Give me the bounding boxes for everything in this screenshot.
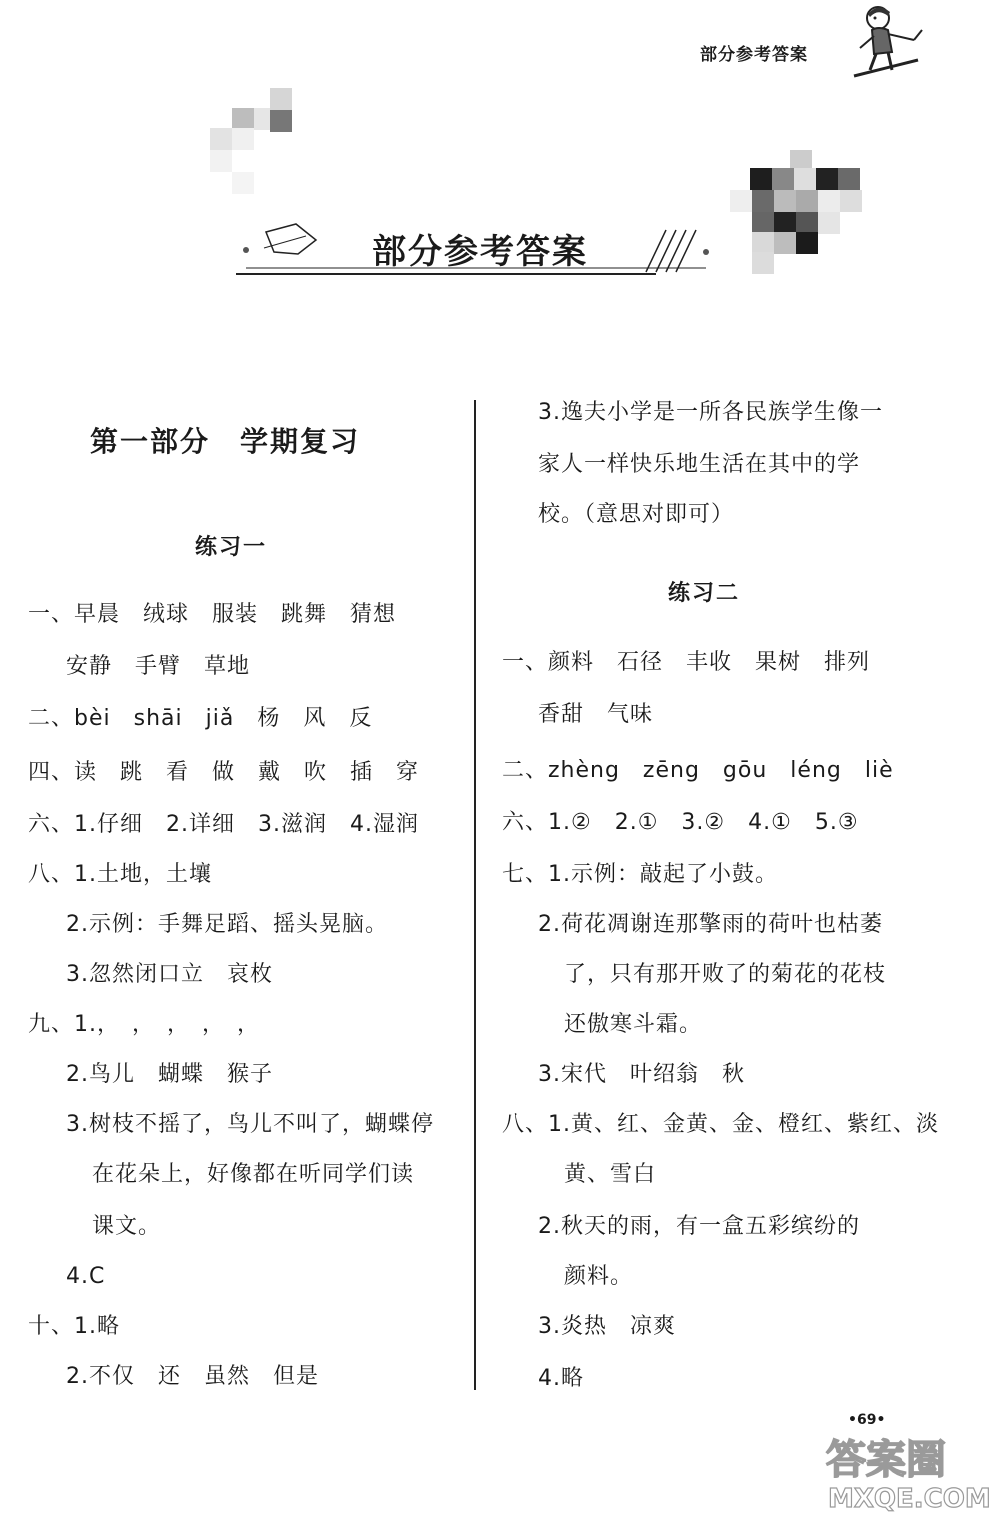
answer-line: 了，只有那开败了的菊花的花枝: [564, 962, 887, 987]
answer-line: 4.略: [538, 1366, 584, 1391]
answer-line: 二、zhèng zēng gōu léng liè: [502, 758, 894, 783]
answer-line: 十、1.略: [28, 1314, 120, 1339]
column-divider: [474, 400, 476, 1390]
banner-title: 部分参考答案: [372, 232, 588, 272]
answer-line: 3.宋代 叶绍翁 秋: [538, 1062, 745, 1087]
answer-line: 六、1.仔细 2.详细 3.滋润 4.湿润: [28, 812, 419, 837]
watermark-line1: 答案圈: [826, 1437, 946, 1483]
answer-line: 2.鸟儿 蝴蝶 猴子: [66, 1062, 273, 1087]
answer-line: 八、1.黄、红、金黄、金、橙红、紫红、淡: [502, 1112, 939, 1137]
answer-line: 校。（意思对即可）: [538, 502, 735, 527]
answer-line: 2.不仅 还 虽然 但是: [66, 1364, 319, 1389]
answer-line: 3.炎热 凉爽: [538, 1314, 676, 1339]
page-number-value: 69: [856, 1412, 877, 1428]
exercise-1-heading: 练习一: [195, 535, 268, 560]
running-header: 部分参考答案: [700, 45, 808, 65]
answer-line: 一、颜料 石径 丰收 果树 排列: [502, 650, 871, 675]
answer-line: 安静 手臂 草地: [66, 654, 251, 679]
watermark-line2: MXQE.COM: [828, 1484, 991, 1513]
answer-line: 还傲寒斗霜。: [564, 1012, 703, 1037]
page-number-dot-right: •: [876, 1412, 886, 1428]
exercise-2-heading: 练习二: [668, 581, 741, 606]
answer-line: 七、1.示例：敲起了小鼓。: [502, 862, 778, 887]
answer-line: 颜料。: [564, 1264, 634, 1289]
answer-line: 4.C: [66, 1264, 106, 1289]
answer-line: 2.示例：手舞足蹈、摇头晃脑。: [66, 912, 388, 937]
answer-line: 六、1.② 2.① 3.② 4.① 5.③: [502, 810, 859, 835]
answer-line: 2.荷花凋谢连那擎雨的荷叶也枯萎: [538, 912, 883, 937]
answer-line: 2.秋天的雨，有一盒五彩缤纷的: [538, 1214, 860, 1239]
watermark-logo: [820, 1425, 998, 1513]
answer-line: 二、bèi shāi jiǎ 杨 风 反: [28, 706, 373, 731]
answer-line: 九、1.， ， ， ， ，: [28, 1012, 260, 1037]
skier-icon: [848, 0, 928, 82]
answer-line: 香甜 气味: [538, 702, 654, 727]
answer-line: 家人一样快乐地生活在其中的学: [538, 452, 861, 477]
page-number-dot-left: •: [848, 1412, 857, 1428]
answer-line: 一、早晨 绒球 服装 跳舞 猜想: [28, 602, 397, 627]
answer-line: 四、读 跳 看 做 戴 吹 插 穿: [28, 760, 420, 785]
answer-line: 3.树枝不摇了，鸟儿不叫了，蝴蝶停: [66, 1112, 434, 1137]
answer-line: 黄、雪白: [564, 1162, 657, 1187]
answer-line: 在花朵上，好像都在听同学们读: [92, 1162, 415, 1187]
part-title: 第一部分 学期复习: [90, 425, 361, 458]
answer-line: 3.逸夫小学是一所各民族学生像一: [538, 400, 883, 425]
answer-line: 八、1.土地，土壤: [28, 862, 212, 887]
answer-line: 3.忽然闭口立 哀枚: [66, 962, 273, 987]
answer-line: 课文。: [92, 1214, 162, 1239]
